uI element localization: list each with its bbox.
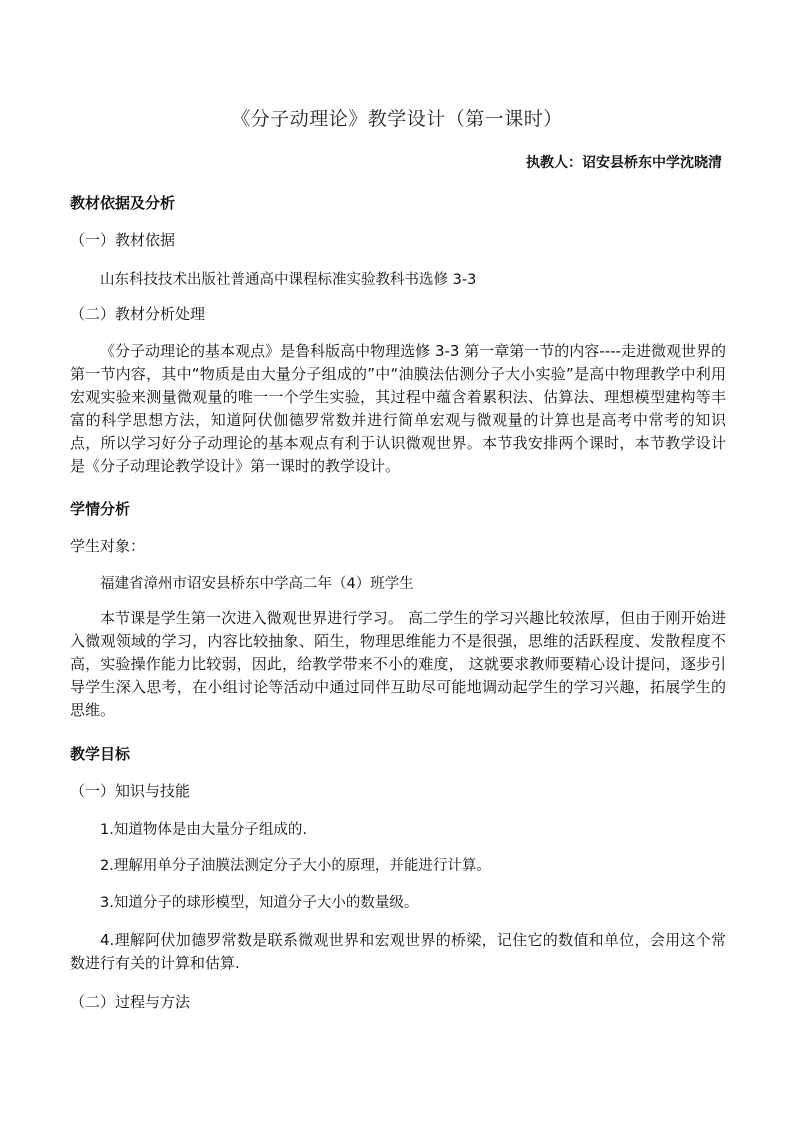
goal-item-2: 2.理解用单分子油膜法测定分子大小的原理，并能进行计算。: [100, 858, 491, 874]
subheading-knowledge-skills: （一）知识与技能: [70, 782, 191, 800]
document-title: 《分子动理论》教学设计（第一课时）: [231, 108, 563, 130]
textbook-basis-text: 山东科技技术出版社普通高中课程标准实验教科书选修 3-3: [100, 272, 477, 288]
goal-item-1: 1.知道物体是由大量分子组成的.: [100, 822, 307, 838]
subheading-process-methods: （二）过程与方法: [70, 993, 191, 1011]
student-target-label: 学生对象：: [70, 537, 146, 555]
section-heading-textbook: 教材依据及分析: [70, 194, 176, 212]
subheading-textbook-analysis: （二）教材分析处理: [70, 305, 206, 323]
subheading-textbook-basis: （一）教材依据: [70, 231, 176, 249]
learner-analysis-paragraph: 本节课是学生第一次进入微观世界进行学习。 高二学生的学习兴趣比较浓厚，但由于刚开始进入微观领域的学习，内容比较抽象、陌生，物理思维能力不是很强，思维的活跃程度、发散程度不高，实验操作能力比较弱，因此，给教学带来不小的难度， 这就要求教师要精心设计提问，逐步引导学生深入思考，在小组讨论等活动中通过同伴互助尽可能地调动起学生的学习兴趣，拓展学生的思维。: [70, 609, 726, 719]
student-target-text: 福建省漳州市诏安县桥东中学高二年（4）班学生: [100, 576, 414, 592]
goal-item-3: 3.知道分子的球形模型，知道分子大小的数量级。: [100, 895, 419, 911]
textbook-analysis-paragraph: 《分子动理论的基本观点》是鲁科版高中物理选修 3-3 第一章第一节的内容----走进微观世界的第一节内容，其中“物质是由大量分子组成的”中“油膜法估测分子大小实验”是高中物理教学中利用宏观实验来测量微观量的唯一一个学生实验，其过程中蕴含着累积法、估算法、理想模型建构等丰富的科学思想方法，知道阿伏伽德罗常数并进行简单宏观与微观量的计算也是高考中常考的知识点，所以学习好分子动理论的基本观点有利于认识微观世界。本节我安排两个课时，本节教学设计是《分子动理论教学设计》第一课时的教学设计。: [70, 342, 726, 475]
goal-item-4: 4.理解阿伏加德罗常数是联系微观世界和宏观世界的桥梁，记住它的数值和单位，会用这个常数进行有关的计算和估算.: [70, 931, 726, 972]
section-heading-teaching-goals: 教学目标: [70, 745, 131, 763]
author-line: 执教人：诏安县桥东中学沈晓清: [526, 155, 722, 171]
section-heading-learner-analysis: 学情分析: [70, 500, 131, 518]
